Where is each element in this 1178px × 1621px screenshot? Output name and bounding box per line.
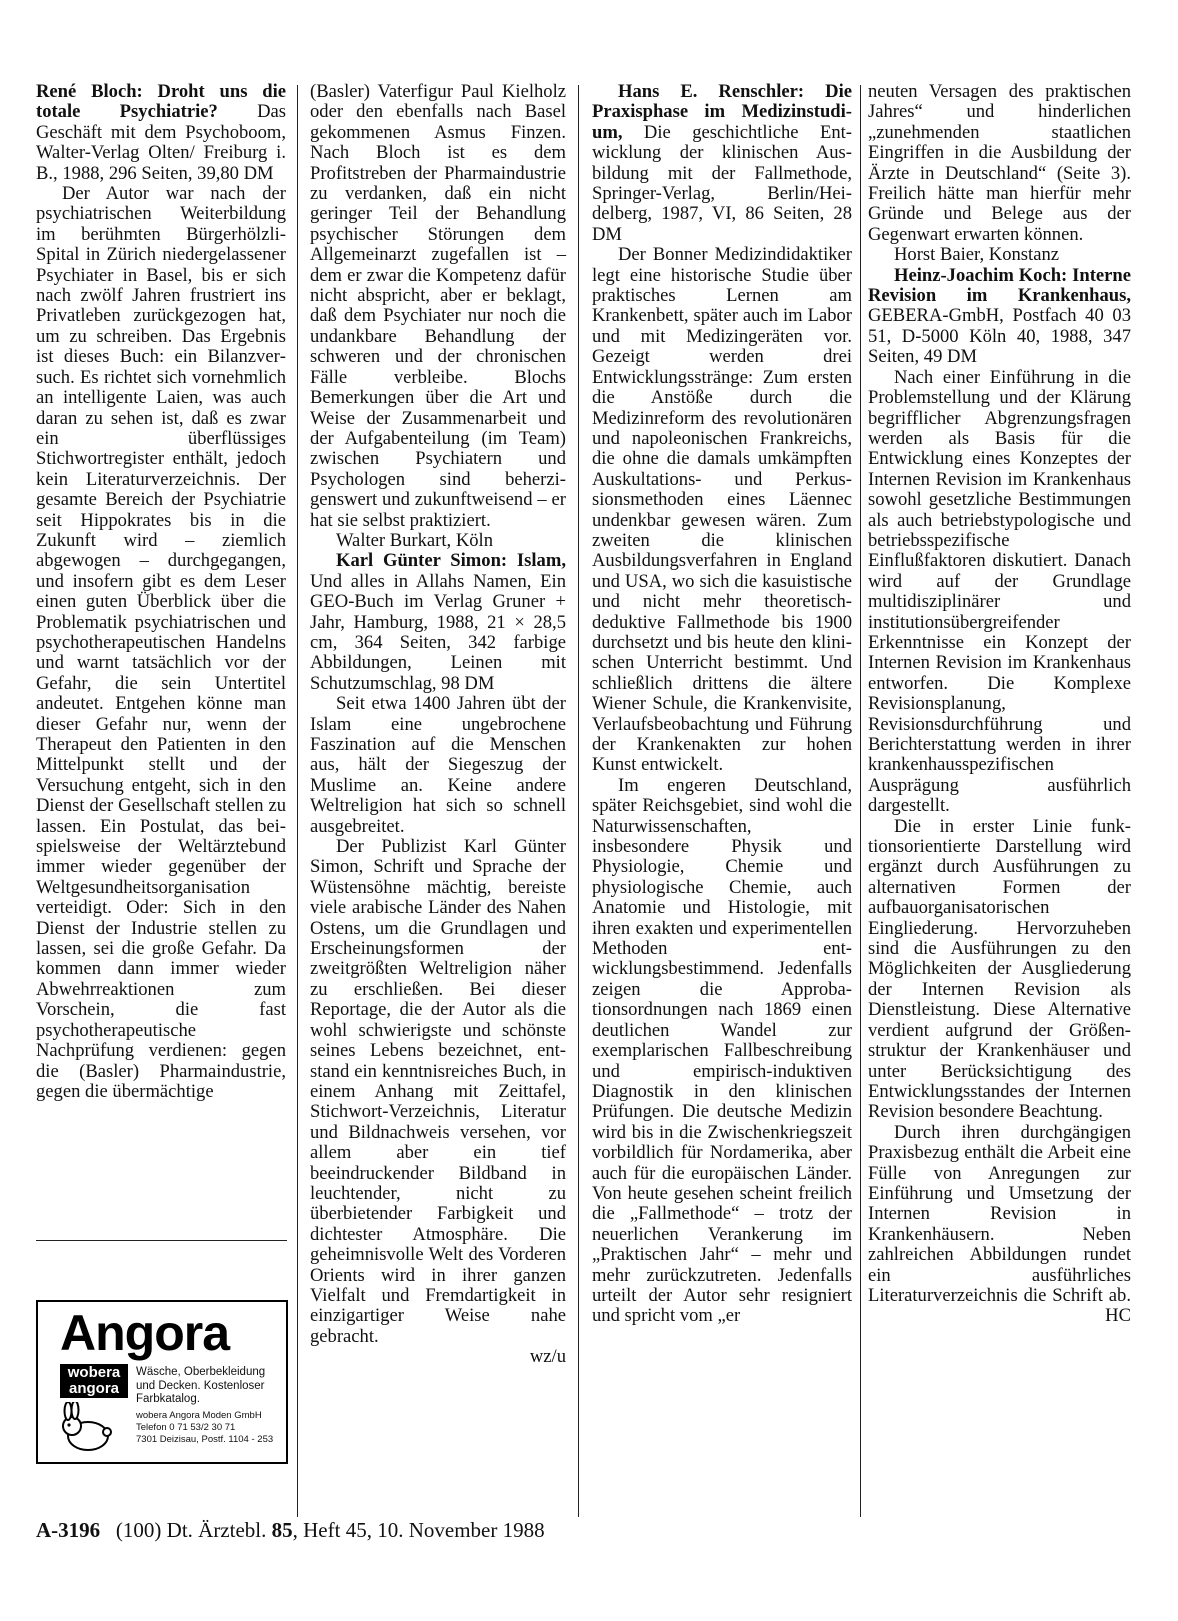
review-heading: René Bloch: Droht uns die totale Psychiatrie? xyxy=(36,81,286,123)
review-signature: Walter Burkart, Köln xyxy=(336,529,494,551)
review-bibliography: Und alles in Allahs Namen, Ein GEO-Buch im Verlag Gruner + Jahr, Hamburg, 1988, 21 × 28,5 cm, 364 Seiten, 342 farbige Abbildungen, Leinen mit Schutzumschlag, 98 DM xyxy=(310,570,566,694)
column-rule xyxy=(578,85,579,1517)
column-rule xyxy=(297,85,298,1517)
review-bibliography: GEBERA-GmbH, Postfach 40 03 51, D-5000 Köln 40, 1988, 347 Seiten, 49 DM xyxy=(868,305,1131,368)
review-bloch-intro xyxy=(36,82,286,184)
column-divider-horizontal xyxy=(36,1240,287,1241)
review-body: Der Bonner Medizindidaktiker legt eine historische Studie über praktisches Lernen am Krankenbett, später auch im Labor und mit Medizingeräten vor. Gezeigt werden drei Entwicklungsstränge: Zum ersten die Anstöße durch die Medizinreform des revolutionären und napoleonischen Frankreichs, die ohne die damals umkämpften Auskultations- und Perkussionsmethoden eines Läennec undenkbar gewesen wären. Zum zweiten die klinischen Ausbildungsverfahren in England und USA, wo sich die kasuistische und nicht mehr theoretisch-deduktive Fallmethode bis 1900 durchsetzt und bis heute den klinischen Unterricht bestimmt. Und schließlich drittens die ältere Wiener Schule, die Krankenvisite, Verlaufsbeobachtung und Führung der Krankenakten zur hohen Kunst entwickelt. xyxy=(592,244,852,776)
review-heading: Heinz-Joachim Koch: Interne Revision im Krankenhaus, xyxy=(868,264,1131,307)
column-4 xyxy=(868,82,1131,1327)
volume-number: 85 xyxy=(271,1518,293,1542)
ad-brand-line: angora xyxy=(68,1380,119,1397)
review-body: Seit etwa 1400 Jahren übt der Islam eine ungebrochene Faszination auf die Menschen aus, hält der Siegeszug der Muslime an. Keine andere Weltreligion hat sich so schnell ausgebreitet. xyxy=(310,693,566,837)
citation-prefix: (100) Dt. Ärztebl. xyxy=(115,1518,267,1542)
advertisement-angora xyxy=(36,1300,288,1464)
column-1 xyxy=(36,82,286,1102)
ad-company-address: 7301 Deizisau, Postf. 1104 - 253 xyxy=(136,1434,274,1445)
review-body: Durch ihren durchgängigen Praxisbezug enthält die Arbeit eine Fülle von Anregungen zur Einführung und Umsetzung der Internen Revision in Krankenhäusern. Neben zahlreichen Abbildungen rundet ein ausführliches Literaturverzeichnis die Schrift ab. xyxy=(868,1121,1131,1306)
citation-suffix: , Heft 45, 10. November 1988 xyxy=(292,1518,545,1542)
ad-title: Angora xyxy=(60,1305,229,1361)
ad-brand-logo xyxy=(60,1364,128,1398)
ad-company-name: wobera Angora Moden GmbH xyxy=(136,1410,262,1421)
review-signature: Horst Baier, Konstanz xyxy=(894,244,1060,266)
review-bibliography: Die geschichtliche Entwicklung der klinischen Ausbildung mit der Fallmethode, Springer-Verlag, Berlin/Heidelberg, 1987, VI, 86 Seiten, 28 DM xyxy=(592,121,852,245)
column-2 xyxy=(310,82,566,1368)
review-heading: Hans E. Renschler: Die Praxisphase im Medizinstudium, xyxy=(592,81,852,143)
review-signature: wz/u xyxy=(529,1346,566,1368)
column-3 xyxy=(592,82,852,1327)
review-body: Der Autor war nach der psychiatrischen Weiterbildung im berühmten Bürgerhölzli-Spital in Zürich niedergelassener Psychiater in Basel, bis er sich nach zwölf Jahren frustriert ins Privatleben zurückgezogen hat, um zu schreiben. Das Ergebnis ist dieses Buch: ein Bilanzversuch. Es richtet sich vornehmlich an intelligente Laien, was auch daran zu sehen ist, daß es zwar ein überflüssiges Stichwortregister enthält, jedoch kein Literaturverzeichnis. Der gesamte Bereich der Psychiatrie seit Hippokrates bis in die Zukunft wird – ziemlich abgewogen – durchgegangen, und insofern gibt es dem Leser einen guten Überblick über die Problematik psychiatrischen und psychotherapeutischen Handelns und warnt tatsächlich vor der Gefahr, die sein Untertitel andeutet. Entgehen könne man dieser Gefahr nur, wenn der Therapeut den Patienten in den Mittelpunkt stellt und der Versuchung entgeht, sich in den Dienst der Gesellschaft stellen zu lassen. Ein Postulat, das beispielsweise der Weltärztebund immer wieder gegenüber der Weltgesundheitsorganisation verteidigt. Oder: Sich in den Dienst der Industrie stellen zu lassen, sei die große Gefahr. Da kommen dann immer wieder Abwehrreaktionen zum Vorschein, die fast psychotherapeutische Nachprüfung verdienen: gegen die (Basler) Pharmaindustrie, gegen die übermächtige xyxy=(36,183,286,1102)
column-rule xyxy=(860,85,861,1517)
review-body: Die in erster Linie funktionsorientierte Darstellung wird ergänzt durch Ausführungen zu alternativen Formen der aufbauorganisatorischen Eingliederung. Hervorzuheben sind die Ausführungen zu den Möglichkeiten der Ausgliederung der Internen Revision als Dienstleistung. Diese Alternative verdient aufgrund der Größenstruktur der Krankenhäuser und unter Berücksichtigung des Entwicklungsstandes der Internen Revision besondere Beachtung. xyxy=(868,815,1131,1123)
review-body: Im engeren Deutschland, später Reichsgebiet, sind wohl die Naturwissenschaften, insbesondere Physik und Physiologie, Chemie und physiologische Chemie, auch Anatomie und Histologie, mit ihren exakten und experimentellen Methoden entwicklungsbestimmend. Jedenfalls zeigen die Approbationsordnungen nach 1869 einen deutlichen Wandel zur exemplarischen Fallbeschreibung und empirisch-induktiven Diagnostik in den klinischen Prüfungen. Die deutsche Medizin wird bis in die Zwischenkriegszeit vorbildlich für Nordamerika, aber auch für die europäischen Länder. Von heute gesehen scheint freilich die „Fallmethode“ – trotz der neuerlichen Verankerung im „Praktischen Jahr“ – mehr und mehr zurückzutreten. Jedenfalls urteilt der Autor sehr resigniert und spricht vom „er xyxy=(592,774,852,1327)
review-body: Der Publizist Karl Günter Simon, Schrift und Sprache der Wüstensöhne mächtig, bereiste viele arabische Länder des Nahen Ostens, um die Grundlagen und Erscheinungsformen der zweitgrößten Weltreligion näher zu erschließen. Bei dieser Reportage, die der Autor als die wohl schwierigste und schönste seines Lebens bezeichnet, entstand ein kenntnisreiches Buch, in einem Anhang mit Zeittafel, Stichwort-Verzeichnis, Literatur und Bildnachweis versehen, vor allem aber ein tief beeindruckender Bildband in leuchtender, nicht zu überbietender Farbigkeit und dichtester Atmosphäre. Die geheimnisvolle Welt des Vorderen Orients wird in ihrer ganzen Vielfalt und Fremdartigkeit in einzigartiger Weise nahe gebracht. xyxy=(310,836,566,1347)
review-body: Nach einer Einführung in die Problemstellung und der Klärung begrifflicher Abgrenzungsfragen werden als Basis für die Entwicklung eines Konzeptes der Internen Revision im Krankenhaus sowohl gesetzliche Bestimmungen als auch betriebstypologische und betriebsspezifische Einflußfaktoren diskutiert. Danach wird auf der Grundlage multidisziplinärer und institutionsübergreifender Erkenntnisse ein Konzept der Internen Revision im Krankenhaus entworfen. Die Komplexe Revisionsplanung, Revisionsdurchführung und Berichterstattung werden in ihrer krankenhausspezifischen Ausprägung ausführlich dargestellt. xyxy=(868,366,1131,817)
ad-brand-line: wobera xyxy=(67,1364,121,1381)
ad-company-info xyxy=(136,1410,286,1446)
review-koch-intro xyxy=(868,266,1131,368)
ad-description: Wäsche, Oberbekleidung und Decken. Kostenloser Farbkatalog. xyxy=(136,1366,266,1405)
ad-company-phone: Telefon 0 71 53/2 30 71 xyxy=(136,1422,236,1433)
rabbit-icon xyxy=(58,1402,116,1454)
review-body: neuten Versagen des praktischen Jahres“ und hinderlichen „zunehmenden staatlichen Eingriffen in die Ausbildung der Ärzte in Deutschland“ (Seite 3). Freilich hätte man hierfür mehr Gründe und Belege aus der Gegenwart erwarten können. xyxy=(868,81,1131,245)
review-heading: Karl Günter Simon: Islam, xyxy=(336,550,566,572)
review-simon-intro xyxy=(310,551,566,694)
page-footer xyxy=(36,1518,545,1542)
review-renschler-intro xyxy=(592,82,852,245)
review-body: (Basler) Vaterfigur Paul Kielholz oder den ebenfalls nach Basel gekommenen Asmus Finzen. Nach Bloch ist es dem Profitstreben der Pharmaindustrie zu verdanken, daß ein nicht geringer Teil der Behandlung psychischer Störungen dem Allgemeinarzt zugefallen ist – dem er zwar die Kompetenz dafür nicht abspricht, aber er beklagt, daß dem Psychiater nur noch die undankbare Behandlung der schweren und der chronischen Fälle verbleibe. Blochs Bemerkungen über die Art und Weise der Zusammenarbeit und der Aufgabenteilung (im Team) zwischen Psychiatern und Psychologen sind beherzigenswert und zukunftweisend – er hat sie selbst praktiziert. xyxy=(310,81,566,531)
page-code: A-3196 xyxy=(36,1518,101,1542)
review-bibliography: Das Geschäft mit dem Psychoboom, Walter-Verlag Olten/ Freiburg i. B., 1988, 296 Seiten, 39,80 DM xyxy=(36,101,286,184)
review-signature: HC xyxy=(1105,1305,1131,1327)
